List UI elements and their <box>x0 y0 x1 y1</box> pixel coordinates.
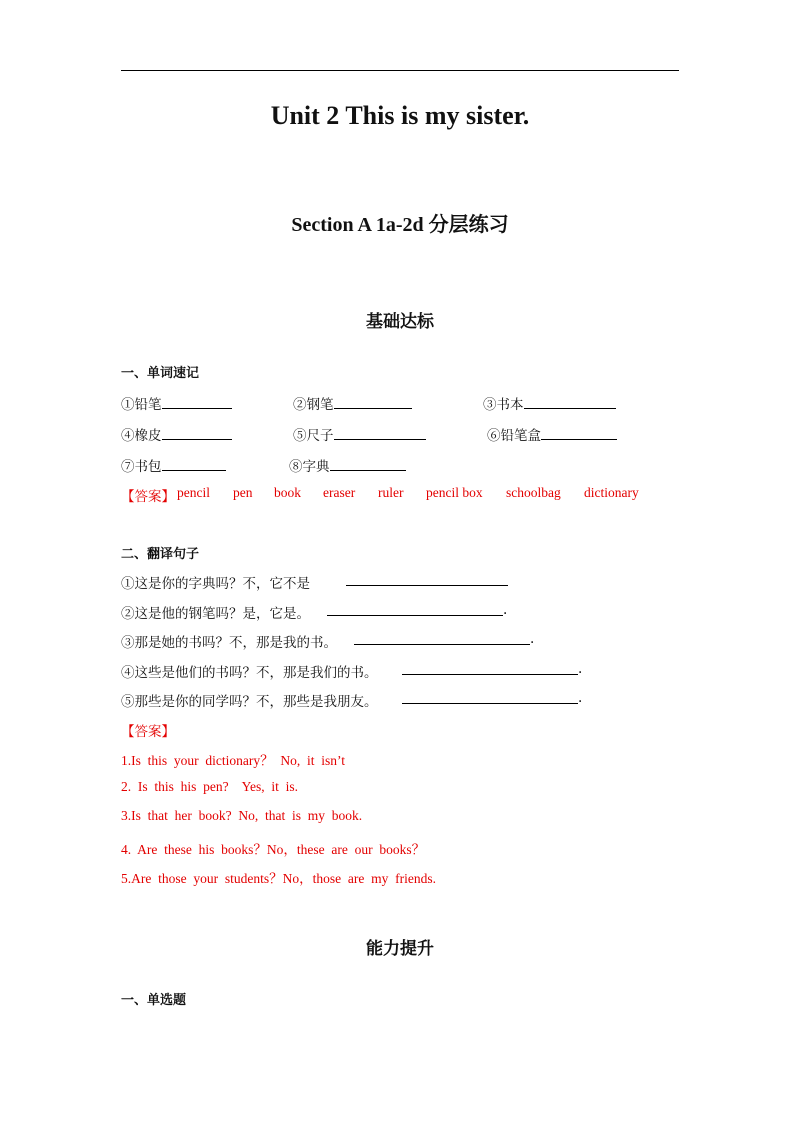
basic-heading: 基础达标 <box>366 312 434 332</box>
vocab-answer: dictionary <box>584 485 639 500</box>
vocab-item: ③书本 <box>483 397 524 413</box>
answer-blank[interactable] <box>334 426 426 440</box>
translate-sentence: ②这是他的钢笔吗？是，它是。 <box>121 606 310 622</box>
vocab-answer: pen <box>233 485 253 500</box>
answer-label: 【答案】 <box>121 489 175 504</box>
translate-answer: 5.Are those your students？No，those are my friends. <box>121 871 436 886</box>
answer-blank[interactable] <box>330 457 406 471</box>
vocab-answer: pencil <box>177 485 210 500</box>
vocab-answer: eraser <box>323 485 356 500</box>
section-subtitle: Section A 1a-2d 分层练习 <box>291 214 509 236</box>
translate-sentence: ④这些是他们的书吗？不，那是我们的书。 <box>121 665 378 681</box>
answer-blank[interactable] <box>162 395 232 409</box>
translate-answer: 2. Is this his pen? Yes, it is. <box>121 779 299 794</box>
translate-section-heading: 二、翻译句子 <box>121 547 200 562</box>
vocab-item: ④橡皮 <box>121 428 162 444</box>
worksheet-page: Unit 2 This is my sister. Section A 1a-2d 分层练习 基础达标 一、单词速记 ①铅笔 ②钢笔 ③书本 ④橡皮 ⑤尺子 ⑥铅笔盒 ⑦书包 ⑧字典 【答案】 pencil pen book eraser ruler pencil box schoolbag dictionary 二、翻译句子 ①这是你的字典吗？不，它不是 ②这是他的钢笔吗？是，它是。 . ③那是她的书吗？不，那是我的书。 . ④这些是他们的书吗？不，那是我们的书。 . ⑤那些是你的同学吗？不，那些是我朋友。 . 【答案】 1.Is this your dictionary？ No, it isn’t 2. Is this his pen? Yes, it is. 3.Is that her book? No, that is my book. 4. Are these his books？No，these are our books？ 5.Are those your students？No，those are my friends. 能力提升 一、单选题 <box>0 0 800 1130</box>
translate-sentence: ⑤那些是你的同学吗？不，那些是我朋友。 <box>121 694 378 710</box>
vocab-item: ⑧字典 <box>289 459 330 475</box>
vocab-answer: book <box>274 485 301 500</box>
answer-blank[interactable] <box>334 395 412 409</box>
translate-answer: 3.Is that her book? No, that is my book. <box>121 808 363 823</box>
vocab-answer: schoolbag <box>506 485 561 500</box>
vocab-answer: ruler <box>378 485 404 500</box>
vocab-item: ⑦书包 <box>121 459 162 475</box>
page-title: Unit 2 This is my sister. <box>270 101 530 130</box>
answer-blank[interactable] <box>541 426 617 440</box>
vocab-answer: pencil box <box>426 485 483 500</box>
answer-blank[interactable] <box>346 572 508 586</box>
answer-blank[interactable] <box>327 602 503 616</box>
answer-blank[interactable] <box>524 395 616 409</box>
answer-blank[interactable] <box>162 426 232 440</box>
vocab-section-heading: 一、单词速记 <box>121 366 200 381</box>
translate-answer: 1.Is this your dictionary？ No, it isn’t <box>121 753 345 768</box>
header-rule <box>121 70 679 71</box>
answer-blank[interactable] <box>354 631 530 645</box>
translate-sentence: ③那是她的书吗？不，那是我的书。 <box>121 635 337 651</box>
answer-blank[interactable] <box>402 690 578 704</box>
choice-section-heading: 一、单选题 <box>121 993 187 1008</box>
vocab-item: ⑥铅笔盒 <box>487 428 541 444</box>
vocab-item: ②钢笔 <box>293 397 334 413</box>
vocab-item: ①铅笔 <box>121 397 162 413</box>
answer-blank[interactable] <box>162 457 226 471</box>
answer-label: 【答案】 <box>121 724 175 739</box>
answer-blank[interactable] <box>402 661 578 675</box>
translate-sentence: ①这是你的字典吗？不，它不是 <box>121 576 310 592</box>
translate-answer: 4. Are these his books？No，these are our books？ <box>121 842 426 857</box>
advanced-heading: 能力提升 <box>366 939 434 959</box>
vocab-item: ⑤尺子 <box>293 428 334 444</box>
